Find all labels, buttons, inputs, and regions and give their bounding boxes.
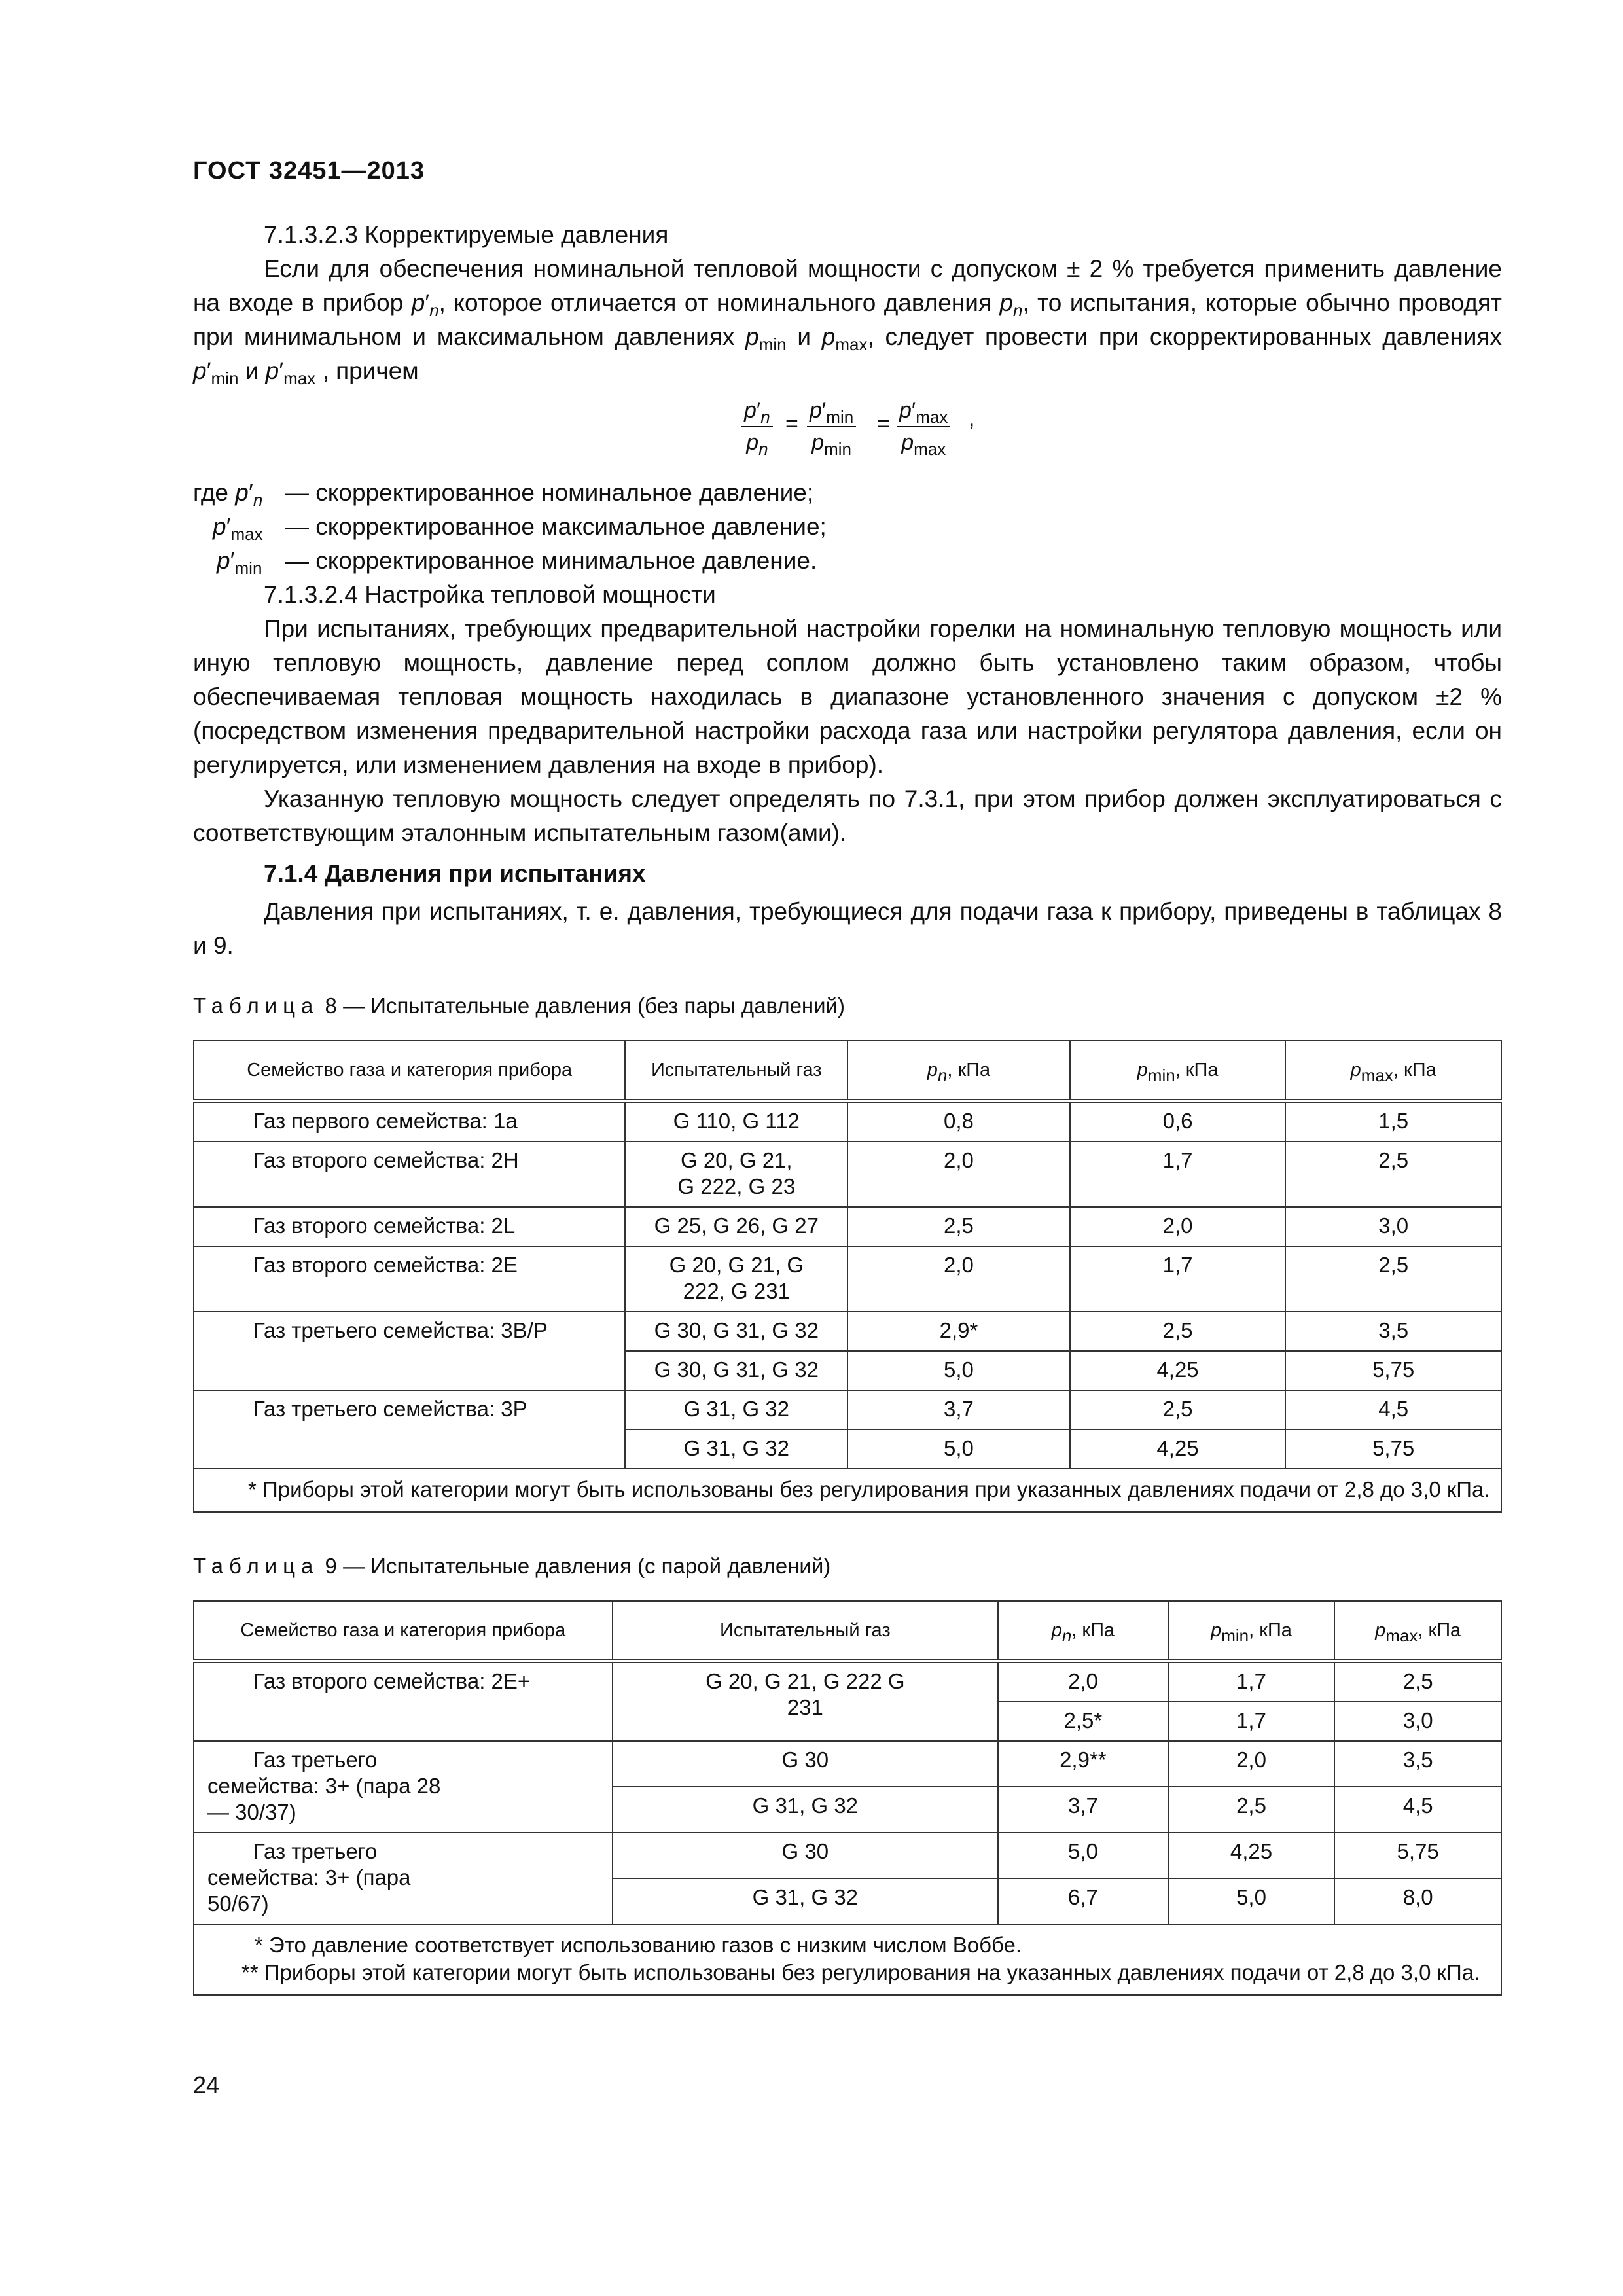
table-row: G 31, G 32 6,7 5,0 8,0	[194, 1878, 1501, 1924]
section-title-7-1-3-2-4: 7.1.3.2.4 Настройка тепловой мощности	[264, 581, 716, 608]
fraction-pmax: $p'_{max}$ $p_{max}$	[897, 397, 950, 457]
table-row: Газ первого семейства: 1a G 110, G 112 0,8 0,6 1,5	[194, 1101, 1501, 1141]
document-header: ГОСТ 32451—2013	[193, 157, 425, 185]
page-number: 24	[193, 2072, 220, 2098]
paragraph-heat-output-determination: Указанную тепловую мощность следует определять по 7.3.1, при этом прибор должен эксплуатироваться с соответствующим эталонным испытательным газом(ами).	[193, 785, 1502, 846]
table-footnote-row: * Приборы этой категории могут быть использованы без регулирования при указанных давлениях подачи от 2,8 до 3,0 кПа.	[194, 1469, 1501, 1512]
document-page	[193, 157, 1502, 1996]
table-row: G 30, G 31, G 32 5,0 4,25 5,75	[194, 1351, 1501, 1390]
table-row: G 31, G 32 3,7 2,5 4,5	[194, 1787, 1501, 1833]
definition-pmax: $p'_{max}$ — скорректированное максимальное давление;	[213, 513, 827, 544]
table-footnote-row: * Это давление соответствует использованию газов с низким числом Воббе. ** Приборы этой категории могут быть использованы без регулирования на указанных давлениях подачи от 2,8 до 3,0 кПа.	[194, 1924, 1501, 1995]
table-row: G 31, G 32 5,0 4,25 5,75	[194, 1429, 1501, 1469]
table-row: Газ третьего семейства: 3+ (пара 50/67) G 30 5,0 4,25 5,75	[194, 1833, 1501, 1878]
fraction-pmin: $p'_{min}$ $p_{min}$	[807, 397, 856, 457]
table-row: Газ третьего семейства: 3+ (пара 28 — 30/37) G 30 2,9** 2,0 3,5	[194, 1741, 1501, 1787]
fraction-pn: $\frac{p'_n}{p_n}$	[741, 397, 773, 457]
pressure-ratio-formula: $\frac{p'_n}{p_n}$ = $p'_{min}$ $p_{min}$ = $p'_{max}$ $p_{max}$ ,	[193, 397, 1502, 463]
paragraph-heat-output-setting: При испытаниях, требующих предварительной настройки горелки на номинальную тепловую мощность или иную тепловую мощность, давление перед соплом должно быть установлено таким образом, чтобы обеспечиваемая тепловая мощность находилась в диапазоне установленного значения с допуском ±2 % (посредством изменения предварительной настройки расхода газа или настройки регулятора давления, если он регулируется, или изменением давления на входе в прибор).	[193, 615, 1502, 778]
table-row: 2,5* 1,7 3,0	[194, 1702, 1501, 1741]
section-title-7-1-3-2-3: 7.1.3.2.3 Корректируемые давления	[264, 221, 669, 248]
table-row: Газ второго семейства: 2H G 20, G 21, G 222, G 23 2,0 1,7 2,5	[194, 1141, 1501, 1207]
table-9	[193, 1600, 1502, 1996]
section-title-7-1-4: 7.1.4 Давления при испытаниях	[264, 860, 646, 887]
table-header-row: Семейство газа и категория прибора Испытательный газ $p_n$, кПа $p_{min}$, кПа $p_{max}$, кПа	[194, 1041, 1501, 1101]
table-row: Газ третьего семейства: 3Р G 31, G 32 3,7 2,5 4,5	[194, 1390, 1501, 1429]
table-row: Газ второго семейства: 2E G 20, G 21, G 222, G 231 2,0 1,7 2,5	[194, 1246, 1501, 1312]
table-row: Газ третьего семейства: 3В/Р G 30, G 31, G 32 2,9* 2,5 3,5	[194, 1312, 1501, 1351]
paragraph-test-pressures: Давления при испытаниях, т. е. давления, требующиеся для подачи газа к прибору, приведены в таблицах 8 и 9.	[193, 898, 1502, 959]
table-row: Газ второго семейства: 2L G 25, G 26, G 27 2,5 2,0 3,0	[194, 1207, 1501, 1246]
table-header-row: Семейство газа и категория прибора Испытательный газ $p_n$, кПа $p_{min}$, кПа $p_{max}$, кПа	[194, 1601, 1501, 1661]
paragraph-corrected-pressures: Если для обеспечения номинальной тепловой мощности с допуском ± 2 % требуется применить давление на входе в прибор $p'_n$, которое отличается от номинального давления $p_n$, то испытания, которые обычно проводят при минимальном и максимальном давлениях $p_{min}$ и $p_{max}$, следует провести при скорректированных давлениях $p'_{min}$ и $p'_{max}$ , причем	[193, 255, 1502, 388]
table-8-caption: Таблица 8 — Испытательные давления (без пары давлений)	[193, 994, 846, 1018]
table-9-caption: Таблица 9 — Испытательные давления (с парой давлений)	[193, 1554, 831, 1578]
definition-pn: где $p'_n$ — скорректированное номинальное давление;	[193, 479, 814, 510]
table-8	[193, 1040, 1502, 1513]
table-row: Газ второго семейства: 2Е+ G 20, G 21, G 222 G 231 2,0 1,7 2,5	[194, 1661, 1501, 1702]
definition-pmin: $p'_{min}$ — скорректированное минимальное давление.	[217, 547, 817, 578]
